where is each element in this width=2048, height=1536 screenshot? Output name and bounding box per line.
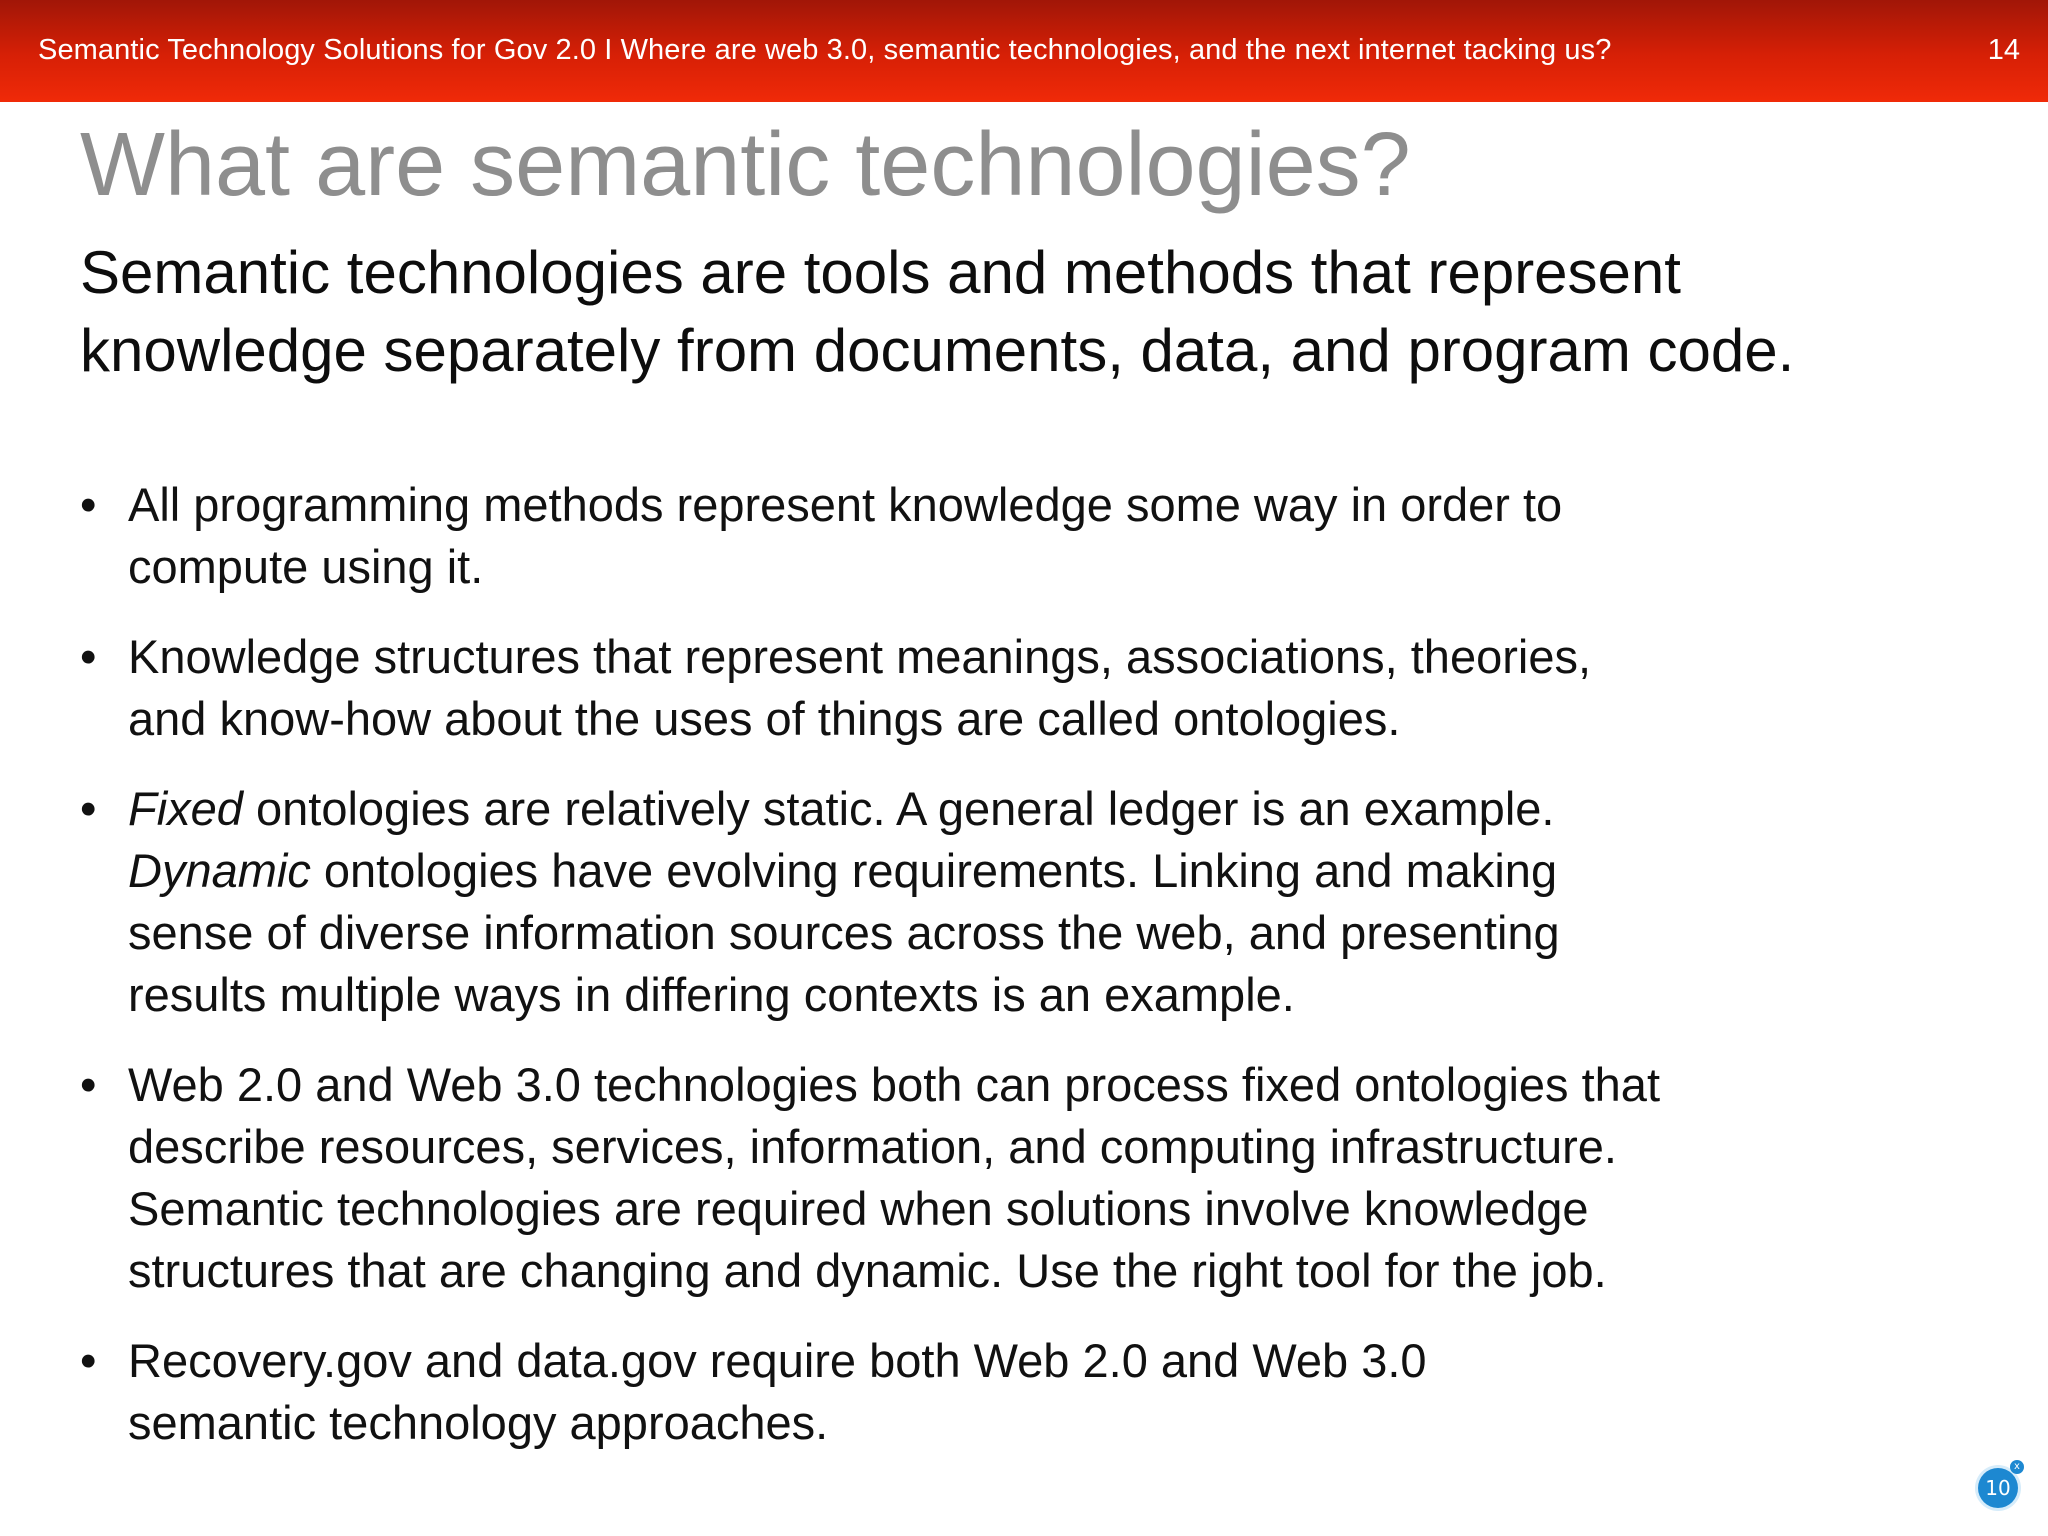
- bullet-line: Recovery.gov and data.gov require both Web 2.0 and Web 3.0: [128, 1334, 1427, 1387]
- bullet-item: [80, 778, 1980, 1026]
- bullet-line: sense of diverse information sources across the web, and presenting: [128, 906, 1560, 959]
- bullet-line: structures that are changing and dynamic. Use the right tool for the job.: [128, 1244, 1607, 1297]
- bullet-line: describe resources, services, information, and computing infrastructure.: [128, 1120, 1617, 1173]
- bullet-item: [80, 626, 1980, 750]
- bullet-line: results multiple ways in differing contexts is an example.: [128, 968, 1295, 1021]
- bullet-marker: •: [80, 630, 97, 683]
- page-number: 14: [1987, 34, 2020, 66]
- bullet-marker: •: [80, 1058, 97, 1111]
- subtitle-line: Semantic technologies are tools and methods that represent: [80, 239, 1681, 306]
- slide-title: What are semantic technologies?: [80, 115, 1411, 215]
- bullet-line: and know-how about the uses of things are called ontologies.: [128, 692, 1401, 745]
- bullet-line: [128, 840, 1980, 902]
- bullet-line-text: ontologies have evolving requirements. Linking and making: [310, 844, 1558, 897]
- bullet-line: Web 2.0 and Web 3.0 technologies both can process fixed ontologies that: [128, 1058, 1660, 1111]
- bullet-item: [80, 1330, 1980, 1454]
- notification-badge[interactable]: [1978, 1461, 2020, 1508]
- badge-count: 10: [1985, 1476, 2011, 1500]
- emphasis-dynamic: Dynamic: [128, 844, 311, 897]
- bullet-line: compute using it.: [128, 540, 484, 593]
- bullet-line: Knowledge structures that represent meanings, associations, theories,: [128, 630, 1592, 683]
- bullet-line-text: ontologies are relatively static. A general ledger is an example.: [242, 782, 1555, 835]
- emphasis-fixed: Fixed: [128, 782, 243, 835]
- close-icon[interactable]: x: [2010, 1460, 2024, 1474]
- bullet-marker: •: [80, 478, 97, 531]
- bullet-item: [80, 474, 1980, 598]
- header-bar: [0, 0, 2048, 102]
- bullet-line: [128, 778, 1980, 840]
- subtitle-line: knowledge separately from documents, data, and program code.: [80, 317, 1795, 384]
- bullet-line: Semantic technologies are required when solutions involve knowledge: [128, 1182, 1589, 1235]
- bullet-line: All programming methods represent knowledge some way in order to: [128, 478, 1563, 531]
- bullet-marker: •: [80, 782, 97, 835]
- bullet-line: semantic technology approaches.: [128, 1396, 829, 1449]
- bullet-item: [80, 1054, 1980, 1302]
- slide-subtitle: [80, 234, 2020, 390]
- bullet-marker: •: [80, 1334, 97, 1387]
- bullet-list: [80, 474, 1980, 1482]
- header-title: Semantic Technology Solutions for Gov 2.0 I Where are web 3.0, semantic technologies, and the next internet tacking us?: [38, 34, 1612, 66]
